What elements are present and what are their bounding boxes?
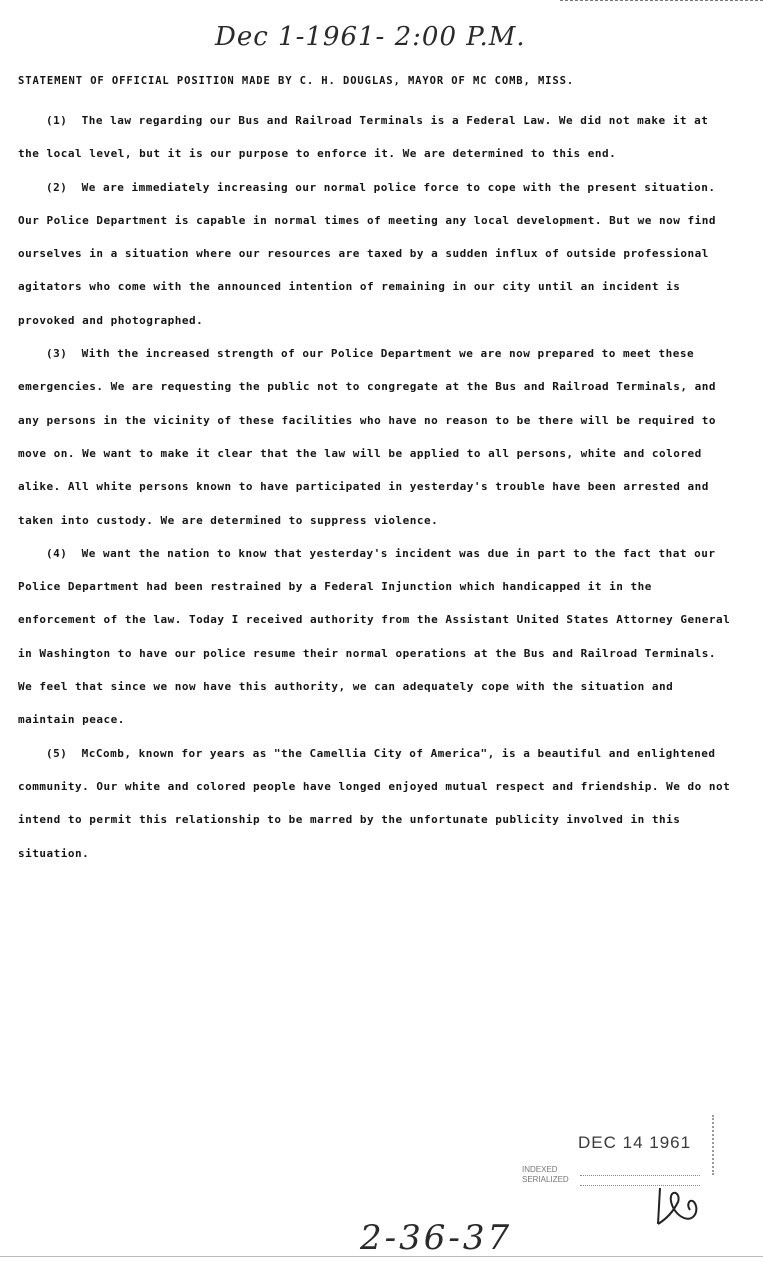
handwritten-date: Dec 1-1961- 2:00 P.M. (215, 22, 526, 52)
handwritten-initials (650, 1180, 710, 1230)
statement-heading: STATEMENT OF OFFICIAL POSITION MADE BY C. H. DOUGLAS, MAYOR OF MC COMB, MISS. (18, 75, 575, 87)
stamp-indexed-label (522, 1165, 569, 1185)
paragraph-text: The law regarding our Bus and Railroad Terminals is a Federal Law. We did not make it at the local level, but it is our purpose to enforce it. We are determined to this end. (18, 114, 709, 161)
paragraph-number: (3) (46, 347, 68, 361)
paragraph-2 (18, 171, 733, 337)
paragraph-text: We are immediately increasing our normal police force to cope with the present situation. Our Police Department is capable in normal times of meeting any local development. But we now find ourselves in a situation where our resources are taxed by a sudden influx of outside professional agitators who come with the announced intention of remaining in our city until an incident is provoked and photographed. (18, 180, 717, 327)
paragraph-text: We want the nation to know that yesterday's incident was due in part to the fact that our Police Department had been restrained by a Federal Injunction which handicapped it in the enforcement of the law. Today I received authority from the Assistant United States Attorney General in Washington to have our police resume their normal operations at the Bus and Railroad Terminals. We feel that since we now have this authority, we can adequately cope with the situation and maintain peace. (18, 546, 731, 727)
indexed-label: INDEXED (522, 1165, 558, 1174)
paragraph-number: (4) (46, 546, 68, 560)
stamp-rule (580, 1175, 700, 1176)
top-edge-rule (560, 0, 763, 3)
paragraph-text: McComb, known for years as "the Camellia City of America", is a beautiful and enlightened community. Our white and colored people have longed enjoyed mutual respect and friendship. We do not intend to permit this relationship to be marred by the unfortunate publicity involved in this situation. (18, 746, 731, 860)
paragraph-4 (18, 537, 733, 737)
handwritten-file-number: 2-36-37 (360, 1218, 513, 1258)
paragraph-5 (18, 737, 733, 870)
paragraph-1 (18, 104, 733, 171)
stamp-date: DEC 14 1961 (578, 1133, 692, 1152)
serialized-label: SERIALIZED (522, 1175, 569, 1184)
paragraph-text: With the increased strength of our Police Department we are now prepared to meet these emergencies. We are requesting the public not to congregate at the Bus and Railroad Terminals, and any persons in the vicinity of these facilities who have no reason to be there will be required to move on. We want to make it clear that the law will be applied to all persons, white and colored alike. All white persons known to have participated in yesterday's trouble have been arrested and taken into custody. We are determined to suppress violence. (18, 347, 717, 527)
bottom-edge-rule (0, 1256, 763, 1261)
paragraph-3 (18, 337, 733, 537)
stamp-border (712, 1115, 714, 1175)
statement-body (18, 104, 733, 870)
received-stamp (520, 1085, 720, 1235)
paragraph-number: (1) (46, 114, 68, 127)
paragraph-number: (5) (46, 746, 68, 760)
paragraph-number: (2) (46, 180, 68, 194)
